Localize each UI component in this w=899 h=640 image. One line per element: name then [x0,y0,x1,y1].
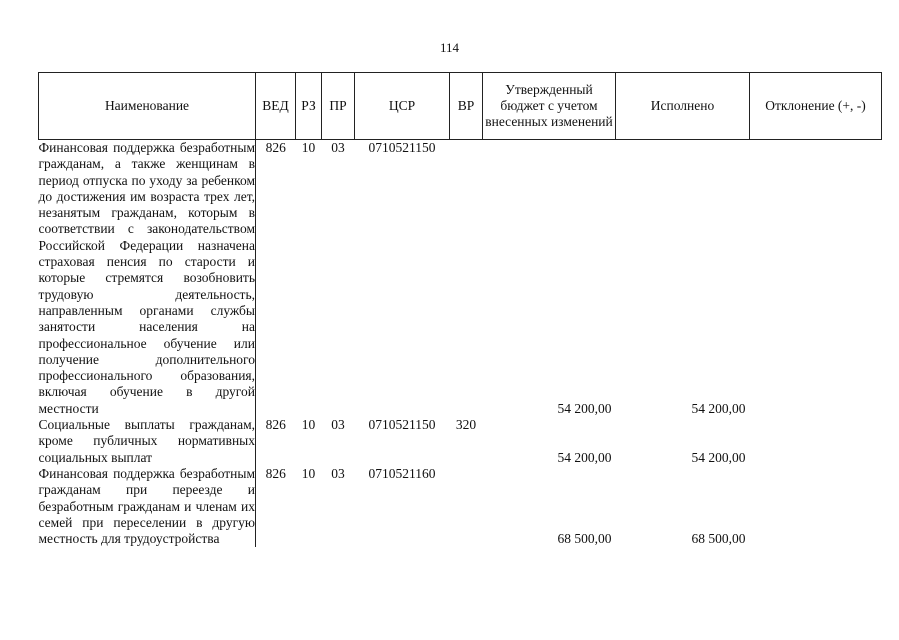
row-approved: 54 200,00 [557,400,612,416]
row-executed: 54 200,00 [691,400,746,416]
col-header-name: Наименование [39,73,256,140]
row-executed: 68 500,00 [691,531,746,547]
table-row [39,466,882,547]
row-approved: 68 500,00 [557,531,612,547]
table-row [39,417,882,466]
row-rz: 10 [301,140,316,155]
row-name: Финансовая поддержка безработным гражданам при переезде и безработным гражданам и членам их семей при переселении в другую местность для трудоустройства [38,465,255,547]
row-rz: 10 [301,417,316,433]
row-ved: 826 [265,465,286,481]
budget-table [38,72,882,547]
row-csr: 0710521150 [368,140,436,155]
table-header-row [39,73,882,140]
row-executed: 54 200,00 [691,449,746,465]
page-number: 114 [439,40,460,55]
row-vr: 320 [455,417,477,433]
col-header-rz: РЗ [296,73,322,140]
row-name: Социальные выплаты гражданам, кроме публичных нормативных социальных выплат [38,417,255,465]
row-csr: 0710521160 [368,465,436,481]
col-header-pr: ПР [322,73,355,140]
col-header-ved: ВЕД [256,73,296,140]
col-header-csr: ЦСР [355,73,450,140]
row-approved: 54 200,00 [557,449,612,465]
row-deviation [750,417,882,466]
col-header-vr: ВР [450,73,483,140]
row-ved: 826 [265,417,286,433]
row-pr: 03 [331,417,345,433]
row-vr [450,140,483,418]
row-csr: 0710521150 [368,417,436,433]
row-pr: 03 [331,140,345,155]
row-deviation [750,466,882,547]
row-rz: 10 [301,465,316,481]
col-header-approved: Утвержденный бюджет с учетом внесенных изменений [483,73,616,140]
row-ved: 826 [265,140,286,155]
row-vr [450,466,483,547]
row-deviation [750,140,882,418]
col-header-executed: Исполнено [616,73,750,140]
row-pr: 03 [331,465,345,481]
table-row [39,140,882,418]
row-name: Финансовая поддержка безработным гражданам, а также женщинам в период отпуска по уходу за ребенком до достижения им возраста трех лет, незанятым гражданам, которым в соответствии с законодательством Российской Федерации назначена страховая пенсия по старости и которые стремятся возобновить трудовую деятельность, направленным органами службы занятости населения на профессиональное обучение или получение дополнительного профессионального образования, включая обучение в другой местности [38,140,255,416]
col-header-deviation: Отклонение (+, -) [750,73,882,140]
